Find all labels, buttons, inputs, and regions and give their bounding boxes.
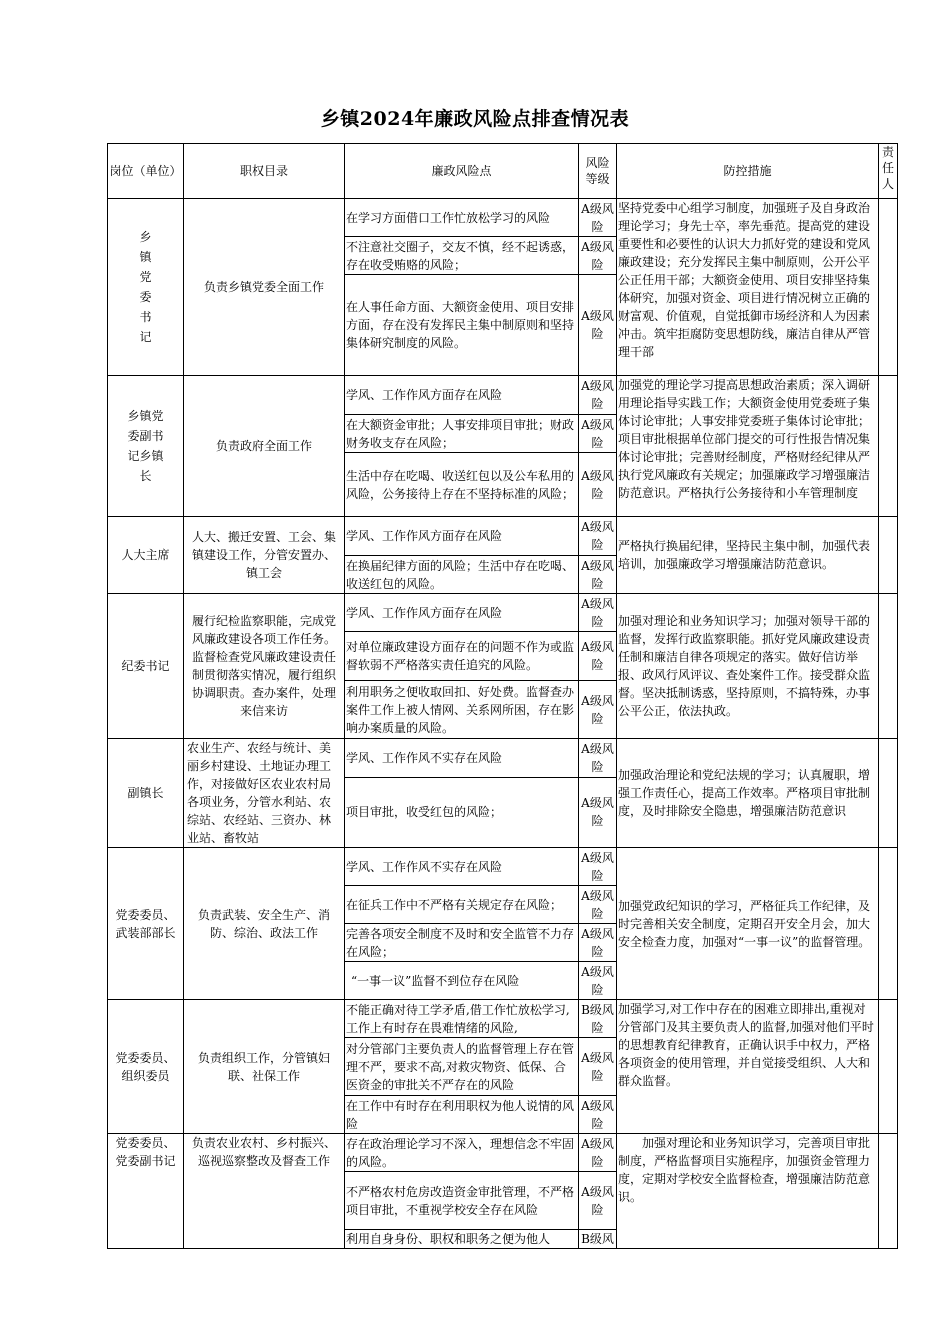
risk-cell: 学风、工作作风不实存在风险 xyxy=(345,739,579,778)
level-cell: A级风险 xyxy=(579,556,617,594)
risk-cell: 对单位廉政建设方面存在的问题不作为或监督软弱不严格落实责任追究的风险。 xyxy=(345,632,579,681)
position-cell: 副镇长 xyxy=(108,739,184,848)
level-cell: A级风险 xyxy=(579,1096,617,1134)
authority-cell: 负责武装、安全生产、消防、综治、政法工作 xyxy=(184,848,345,1000)
responsible-cell xyxy=(879,376,898,517)
level-cell: A级风险 xyxy=(579,632,617,681)
measures-cell: 严格执行换届纪律，坚持民主集中制，加强代表培训，加强廉政学习增强廉洁防范意识。 xyxy=(617,517,879,594)
risk-table xyxy=(107,143,898,1249)
measures-cell: 加强政治理论和党纪法规的学习；认真履职，增强工作责任心，提高工作效率。严格项目审批制度，及时排除安全隐患，增强廉洁防范意识 xyxy=(617,739,879,848)
risk-cell: 生活中存在吃喝、收送红包以及公车私用的风险，公务接待上存在不坚持标准的风险； xyxy=(345,453,579,517)
measures-cell: 加强对理论和业务知识学习，完善项目审批制度，严格监督项目实施程序，加强资金管理力度，定期对学校安全监督检查，增强廉洁防范意识。 xyxy=(617,1134,879,1249)
level-cell: A级风险 xyxy=(579,777,617,847)
risk-cell: 不严格农村危房改造资金审批管理，不严格项目审批，不重视学校安全存在风险 xyxy=(345,1172,579,1230)
risk-cell: 学风、工作作风不实存在风险 xyxy=(345,848,579,886)
header-position: 岗位（单位） xyxy=(108,144,184,199)
responsible-cell xyxy=(879,594,898,739)
table-row xyxy=(108,517,898,556)
risk-cell: 利用自身身份、职权和职务之便为他人 xyxy=(345,1230,579,1249)
measures-cell: 加强对理论和业务知识学习；加强对领导干部的监督，发挥行政监察职能。抓好党风廉政建设责任制和廉洁自律各项规定的落实。做好信访举报、政风行风评议、查处案件工作。接受群众监督。坚决抵制诱惑，坚持原则，不搞特殊，办事公平公正，依法执政。 xyxy=(617,594,879,739)
risk-cell: 在学习方面借口工作忙放松学习的风险 xyxy=(345,199,579,237)
risk-cell: 在人事任命方面、大额资金使用、项目安排方面，存在没有发挥民主集中制原则和坚持集体研究制度的风险。 xyxy=(345,275,579,376)
level-cell: A级风险 xyxy=(579,681,617,739)
level-cell: A级风险 xyxy=(579,237,617,275)
level-cell: A级风险 xyxy=(579,199,617,237)
table-header-row xyxy=(108,144,898,199)
table-row xyxy=(108,848,898,886)
measures-cell: 加强学习,对工作中存在的困难立即排出,重视对分管部门及其主要负责人的监督,加强对他们平时的思想教育纪律教育，正确认识手中权力，严格各项资金的使用管理，并自觉接受组织、人大和群众监督。 xyxy=(617,1000,879,1134)
level-cell: A级风险 xyxy=(579,453,617,517)
level-cell: A级风险 xyxy=(579,275,617,376)
header-risk: 廉政风险点 xyxy=(345,144,579,199)
measures-cell: 坚持党委中心组学习制度，加强班子及自身政治理论学习；身先士卒，率先垂范。提高党的建设重要性和必要性的认识大力抓好党的建设和党风廉政建设；充分发挥民主集中制原则，公开公平公正任用干部；大额资金使用、项目安排坚持集体研究，加强对资金、项目进行情况树立正确的财富观、价值观，自觉抵御市场经济和人为因素冲击。筑牢拒腐防变思想防线，廉洁自律从严管理干部 xyxy=(617,199,879,376)
risk-cell: 项目审批，收受红包的风险； xyxy=(345,777,579,847)
table-row xyxy=(108,739,898,778)
responsible-cell xyxy=(879,517,898,594)
table-row xyxy=(108,376,898,415)
measures-cell: 加强党政纪知识的学习，严格征兵工作纪律，及时完善相关安全制度，定期召开安全月会，加大安全检查力度，加强对“一事一议”的监督管理。 xyxy=(617,848,879,1000)
authority-cell: 履行纪检监察职能，完成党风廉政建设各项工作任务。监督检查党风廉政建设责任制贯彻落实情况，履行组织协调职责。查办案件，处理来信来访 xyxy=(184,594,345,739)
responsible-cell xyxy=(879,1000,898,1134)
level-cell: A级风险 xyxy=(579,848,617,886)
header-level: 风险等级 xyxy=(579,144,617,199)
authority-cell: 农业生产、农经与统计、美丽乡村建设、土地证办理工作，对接做好区农业农村局各项业务，分管水利站、农综站、农经站、三资办、林业站、畜牧站 xyxy=(184,739,345,848)
level-cell: A级风险 xyxy=(579,415,617,453)
responsible-cell xyxy=(879,199,898,376)
position-cell: 人大主席 xyxy=(108,517,184,594)
level-cell: A级风险 xyxy=(579,594,617,632)
level-cell: A级风险 xyxy=(579,1038,617,1096)
authority-cell: 负责农业农村、乡村振兴、巡视巡察整改及督查工作 xyxy=(184,1134,345,1249)
position-cell: 党委委员、党委副书记 xyxy=(108,1134,184,1249)
risk-cell: 完善各项安全制度不及时和安全监管不力存在风险； xyxy=(345,924,579,962)
page-title: 乡镇2024年廉政风险点排查情况表 xyxy=(320,108,630,130)
responsible-cell xyxy=(879,848,898,1000)
level-cell: A级风险 xyxy=(579,886,617,924)
measures-cell: 加强党的理论学习提高思想政治素质；深入调研用理论指导实践工作；大额资金使用党委班子集体讨论审批；人事安排党委班子集体讨论审批；项目审批根据单位部门提交的可行性报告情况集体讨论审批；完善财经制度，严格财经纪律从严执行党风廉政有关规定；加强廉政学习增强廉洁防范意识。严格执行公务接待和小车管理制度 xyxy=(617,376,879,517)
header-authority: 职权目录 xyxy=(184,144,345,199)
level-cell: B级风 xyxy=(579,1230,617,1249)
risk-cell: 不能正确对待工学矛盾,借工作忙放松学习,工作上有时存在畏难情绪的风险, xyxy=(345,1000,579,1038)
risk-cell: 学风、工作作风方面存在风险 xyxy=(345,376,579,415)
risk-cell: 在换届纪律方面的风险；生活中存在吃喝、收送红包的风险。 xyxy=(345,556,579,594)
level-cell: A级风险 xyxy=(579,376,617,415)
authority-cell: 负责组织工作，分管镇妇联、社保工作 xyxy=(184,1000,345,1134)
position-cell: 乡镇党委副书 记乡镇长 xyxy=(108,376,184,517)
header-measures: 防控措施 xyxy=(617,144,879,199)
position-cell: 乡镇党委书记 xyxy=(108,199,184,376)
level-cell: A级风险 xyxy=(579,739,617,778)
level-cell: A级风险 xyxy=(579,517,617,556)
header-responsible: 责任人 xyxy=(879,144,898,199)
position-cell: 党委委员、武装部部长 xyxy=(108,848,184,1000)
table-row xyxy=(108,1134,898,1172)
risk-cell: 学风、工作作风方面存在风险 xyxy=(345,594,579,632)
level-cell: A级风险 xyxy=(579,962,617,1000)
risk-cell: 在征兵工作中不严格有关规定存在风险； xyxy=(345,886,579,924)
authority-cell: 负责乡镇党委全面工作 xyxy=(184,199,345,376)
responsible-cell xyxy=(879,739,898,848)
responsible-cell xyxy=(879,1134,898,1249)
risk-cell: 存在政治理论学习不深入，理想信念不牢固的风险。 xyxy=(345,1134,579,1172)
level-cell: A级风险 xyxy=(579,924,617,962)
risk-cell: 在工作中有时存在利用职权为他人说情的风险 xyxy=(345,1096,579,1134)
authority-cell: 人大、搬迁安置、工会、集镇建设工作，分管安置办、镇工会 xyxy=(184,517,345,594)
risk-cell: “一事一议”监督不到位存在风险 xyxy=(345,962,579,1000)
table-row xyxy=(108,199,898,237)
position-cell: 纪委书记 xyxy=(108,594,184,739)
level-cell: A级风险 xyxy=(579,1134,617,1172)
risk-cell: 在大额资金审批；人事安排项目审批；财政财务收支存在风险； xyxy=(345,415,579,453)
table-row xyxy=(108,1000,898,1038)
risk-cell: 学风、工作作风方面存在风险 xyxy=(345,517,579,556)
table-row xyxy=(108,594,898,632)
risk-cell: 对分管部门主要负责人的监督管理上存在管理不严，要求不高,对救灾物资、低保、合医资金的审批关不严存在的风险 xyxy=(345,1038,579,1096)
risk-cell: 不注意社交圈子，交友不慎，经不起诱惑，存在收受贿赂的风险； xyxy=(345,237,579,275)
level-cell: A级风险 xyxy=(579,1172,617,1230)
level-cell: B级风险 xyxy=(579,1000,617,1038)
authority-cell: 负责政府全面工作 xyxy=(184,376,345,517)
risk-cell: 利用职务之便收取回扣、好处费。监督查办案件工作上被人情网、关系网所困，存在影响办案质量的风险。 xyxy=(345,681,579,739)
position-cell: 党委委员、组织委员 xyxy=(108,1000,184,1134)
